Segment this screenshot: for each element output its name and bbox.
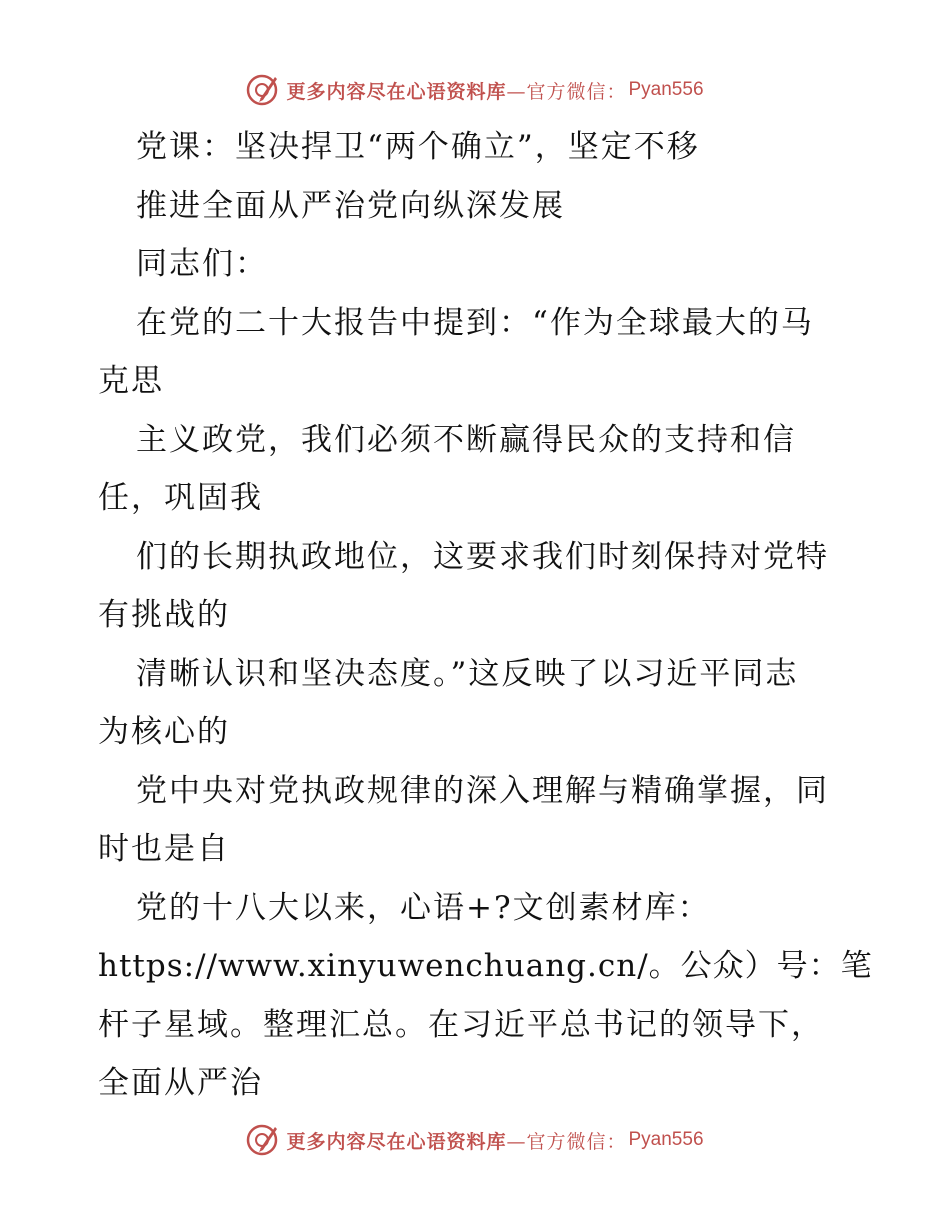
paragraph-line: 清晰认识和坚决态度。”这反映了以习近平同志: [136, 655, 799, 692]
wechat-id: Pyan556: [628, 79, 704, 100]
paragraph-line: 党的十八大以来，心语+?文创素材库：: [136, 889, 711, 926]
paragraph-line: 杆子星域。整理汇总。在习近平总书记的领导下，: [98, 1006, 824, 1043]
title-line-2: 推进全面从严治党向纵深发展: [136, 187, 565, 224]
paragraph-line: 时也是自: [98, 831, 230, 867]
paragraph-line: 在党的二十大报告中提到：“作为全球最大的马: [136, 304, 814, 341]
paragraph-line: 克思: [98, 363, 164, 399]
paragraph-line: 们的长期执政地位，这要求我们时刻保持对党特: [136, 538, 829, 575]
banner-text: 更多内容尽在心语资料库—官方微信：: [286, 80, 627, 103]
paragraph-line: 任，巩固我: [98, 480, 263, 516]
paragraph-line: 有挑战的: [98, 597, 230, 633]
footer-banner: [0, 1120, 950, 1160]
document-body: [98, 118, 873, 1113]
paragraph-line-url: https://www.xinyuwenchuang.cn/。公众）号：笔: [98, 948, 873, 984]
quill-pen-logo-icon: [246, 1123, 280, 1157]
banner-text: 更多内容尽在心语资料库—官方微信：: [286, 1130, 627, 1153]
wechat-id: Pyan556: [628, 1129, 704, 1150]
salutation: 同志们：: [136, 246, 268, 282]
paragraph-line: 全面从严治: [98, 1065, 263, 1101]
header-banner: [0, 70, 950, 110]
paragraph-line: 主义政党，我们必须不断赢得民众的支持和信: [136, 421, 796, 458]
quill-pen-logo-icon: [246, 73, 280, 107]
paragraph-line: 党中央对党执政规律的深入理解与精确掌握，同: [136, 772, 829, 809]
paragraph-line: 为核心的: [98, 714, 230, 750]
title-line-1: 党课：坚决捍卫“两个确立”，坚定不移: [136, 129, 700, 165]
